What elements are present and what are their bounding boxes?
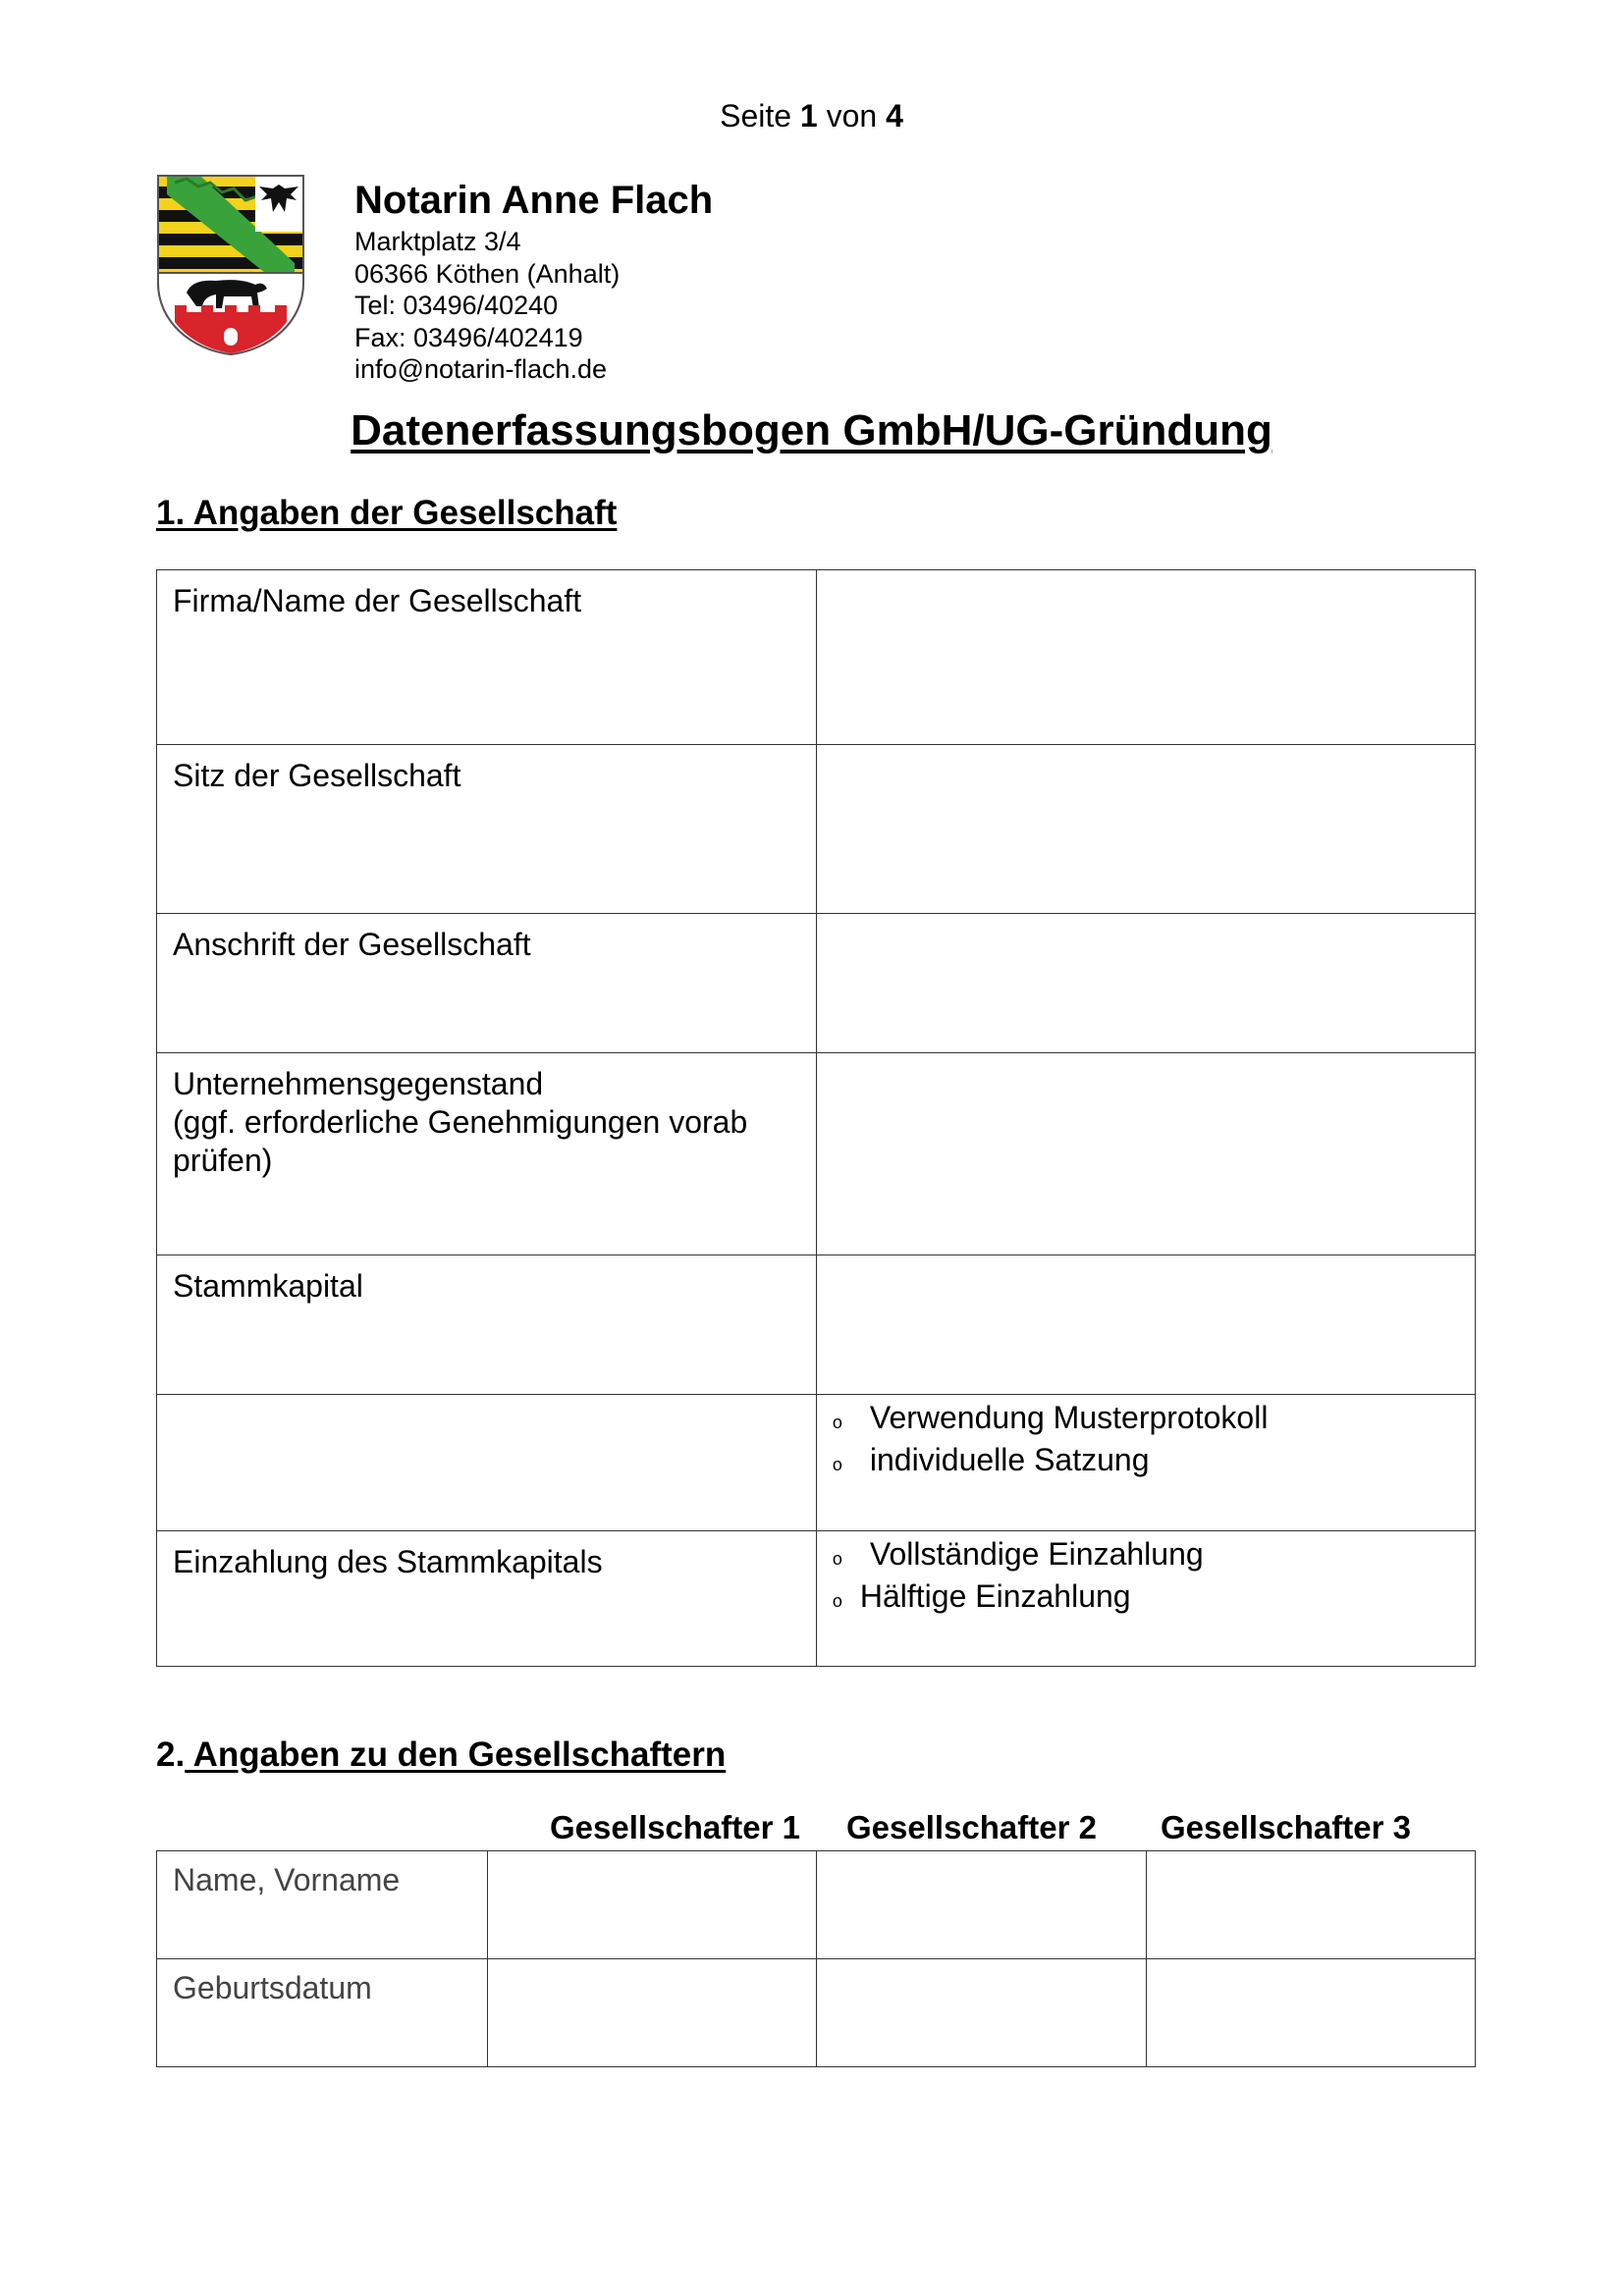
table-row bbox=[157, 1053, 1476, 1255]
company-seat-field[interactable] bbox=[816, 745, 1475, 914]
company-name-field[interactable] bbox=[816, 570, 1475, 745]
option-muster[interactable]: o Verwendung Musterprotokoll bbox=[817, 1399, 1475, 1441]
business-purpose-field[interactable] bbox=[816, 1053, 1475, 1255]
page-number: Seite 1 von 4 bbox=[720, 98, 903, 133]
table-row bbox=[157, 1959, 1476, 2067]
label-cell: Anschrift der Gesellschaft bbox=[157, 914, 817, 1053]
shareholder-1-name-field[interactable] bbox=[487, 1851, 816, 1959]
fax-line: Fax: 03496/402419 bbox=[354, 322, 583, 352]
column-header: Gesellschafter 2 bbox=[846, 1809, 1097, 1845]
label-cell: Sitz der Gesellschaft bbox=[157, 745, 817, 914]
option-full-payment[interactable]: o Vollständige Einzahlung bbox=[817, 1535, 1475, 1577]
share-capital-field[interactable] bbox=[816, 1255, 1475, 1395]
document-title: Datenerfassungsbogen GmbH/UG-Gründung bbox=[351, 406, 1272, 454]
shareholder-table bbox=[156, 1850, 1476, 2067]
address-line: Marktplatz 3/4 bbox=[354, 227, 521, 256]
label-cell: Stammkapital bbox=[157, 1255, 817, 1395]
protocol-options-cell bbox=[816, 1395, 1475, 1531]
label-cell: Unternehmensgegenstand (ggf. erforderliche Genehmigungen vorab prüfen) bbox=[157, 1053, 817, 1255]
table-row bbox=[157, 1531, 1476, 1667]
address-line: 06366 Köthen (Anhalt) bbox=[354, 258, 621, 289]
radio-circle-icon: o bbox=[832, 1413, 842, 1432]
table-row bbox=[157, 570, 1476, 745]
shareholder-3-name-field[interactable] bbox=[1146, 1851, 1476, 1959]
coat-of-arms-logo bbox=[157, 175, 304, 355]
radio-circle-icon: o bbox=[832, 1591, 842, 1611]
option-half-payment[interactable]: o Hälftige Einzahlung bbox=[817, 1577, 1475, 1620]
phone-line: Tel: 03496/40240 bbox=[354, 291, 559, 320]
company-data-table bbox=[156, 569, 1476, 1667]
radio-circle-icon: o bbox=[832, 1549, 842, 1569]
section-1-heading: 1. Angaben der Gesellschaft bbox=[156, 494, 618, 532]
column-header: Gesellschafter 3 bbox=[1161, 1809, 1411, 1845]
notary-header bbox=[354, 175, 713, 386]
option-satzung[interactable]: o individuelle Satzung bbox=[817, 1441, 1475, 1483]
label-cell: Einzahlung des Stammkapitals bbox=[157, 1531, 817, 1667]
company-address-field[interactable] bbox=[816, 914, 1475, 1053]
label-cell: Geburtsdatum bbox=[157, 1959, 488, 2067]
radio-circle-icon: o bbox=[832, 1455, 842, 1474]
payment-options-cell bbox=[816, 1531, 1475, 1667]
notary-name: Notarin Anne Flach bbox=[354, 179, 714, 222]
table-row bbox=[157, 745, 1476, 914]
label-cell: Firma/Name der Gesellschaft bbox=[157, 570, 817, 745]
table-row bbox=[157, 914, 1476, 1053]
email-line[interactable]: info@notarin-flach.de bbox=[354, 354, 608, 384]
empty-label-cell bbox=[157, 1395, 817, 1531]
shareholder-1-birthdate-field[interactable] bbox=[487, 1959, 816, 2067]
shareholder-2-name-field[interactable] bbox=[817, 1851, 1146, 1959]
section-2-heading: 2. Angaben zu den Gesellschaftern bbox=[156, 1735, 727, 1774]
table-row bbox=[157, 1255, 1476, 1395]
label-cell: Name, Vorname bbox=[157, 1851, 488, 1959]
table-row bbox=[157, 1395, 1476, 1531]
column-header: Gesellschafter 1 bbox=[550, 1809, 800, 1845]
shareholder-2-birthdate-field[interactable] bbox=[817, 1959, 1146, 2067]
shareholder-3-birthdate-field[interactable] bbox=[1146, 1959, 1476, 2067]
table-row bbox=[157, 1851, 1476, 1959]
